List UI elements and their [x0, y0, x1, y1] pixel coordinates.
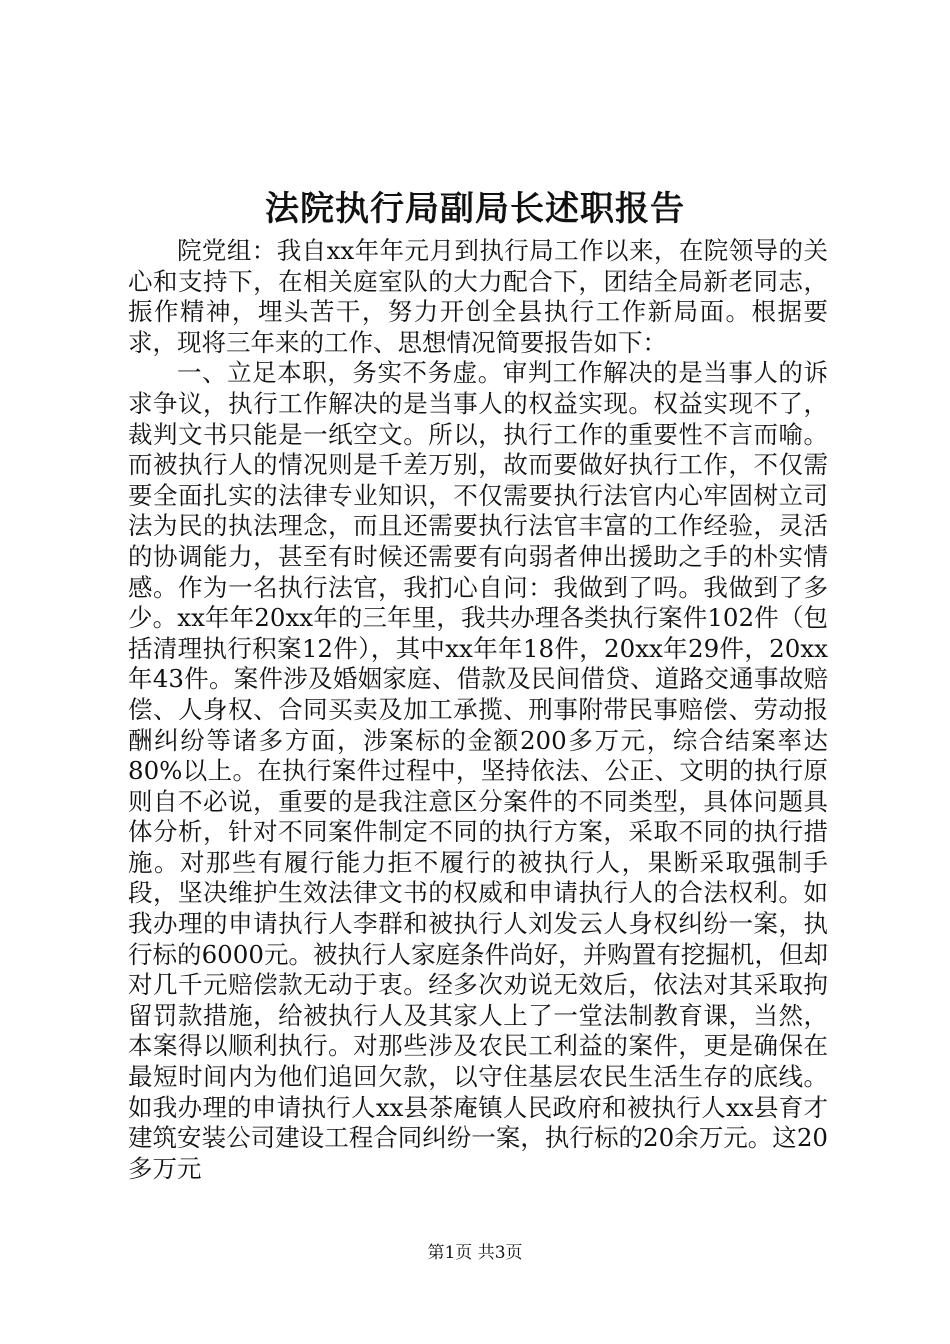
paragraph-section-one: 一、立足本职，务实不务虚。审判工作解决的是当事人的诉求争议，执行工作解决的是当事人的权益实现。权益实现不了，裁判文书只能是一纸空文。所以，执行工作的重要性不言而喻。而被执行人的情况则是千差万别，故而要做好执行工作，不仅需要全面扎实的法律专业知识，不仅需要执行法官内心牢固树立司法为民的执法理念，而且还需要执行法官丰富的工作经验，灵活的协调能力，甚至有时候还需要有向弱者伸出援助之手的朴实情感。作为一名执行法官，我扪心自问：我做到了吗。我做到了多少。xx年年20xx年的三年里，我共办理各类执行案件102件（包括清理执行积案12件），其中xx年年18件，20xx年29件，20xx年43件。案件涉及婚姻家庭、借款及民间借贷、道路交通事故赔偿、人身权、合同买卖及加工承揽、刑事附带民事赔偿、劳动报酬纠纷等诸多方面，涉案标的金额200多万元，综合结案率达80%以上。在执行案件过程中，坚持依法、公正、文明的执行原则自不必说，重要的是我注意区分案件的不同类型，具体问题具体分析，针对不同案件制定不同的执行方案，采取不同的执行措施。对那些有履行能力拒不履行的被执行人，果断采取强制手段，坚决维护生效法律文书的权威和申请执行人的合法权利。如我办理的申请执行人李群和被执行人刘发云人身权纠纷一案，执行标的6000元。被执行人家庭条件尚好，并购置有挖掘机，但却对几千元赔偿款无动于衷。经多次劝说无效后，依法对其采取拘留罚款措施，给被执行人及其家人上了一堂法制教育课，当然，本案得以顺利执行。对那些涉及农民工利益的案件，更是确保在最短时间内为他们追回欠款，以守住基层农民生活生存的底线。如我办理的申请执行人xx县茶庵镇人民政府和被执行人xx县育才建筑安装公司建设工程合同纠纷一案，执行标的20余万元。这20多万元: [128, 358, 828, 1183]
document-body: [128, 236, 828, 1184]
page-footer: 第1页 共3页: [427, 1243, 523, 1263]
paragraph-greeting: 院党组：我自xx年年元月到执行局工作以来，在院领导的关心和支持下，在相关庭室队的大力配合下，团结全局新老同志，振作精神，埋头苦干，努力开创全县执行工作新局面。根据要求，现将三年来的工作、思想情况简要报告如下：: [128, 236, 828, 357]
document-title: 法院执行局副局长述职报告: [265, 189, 685, 229]
